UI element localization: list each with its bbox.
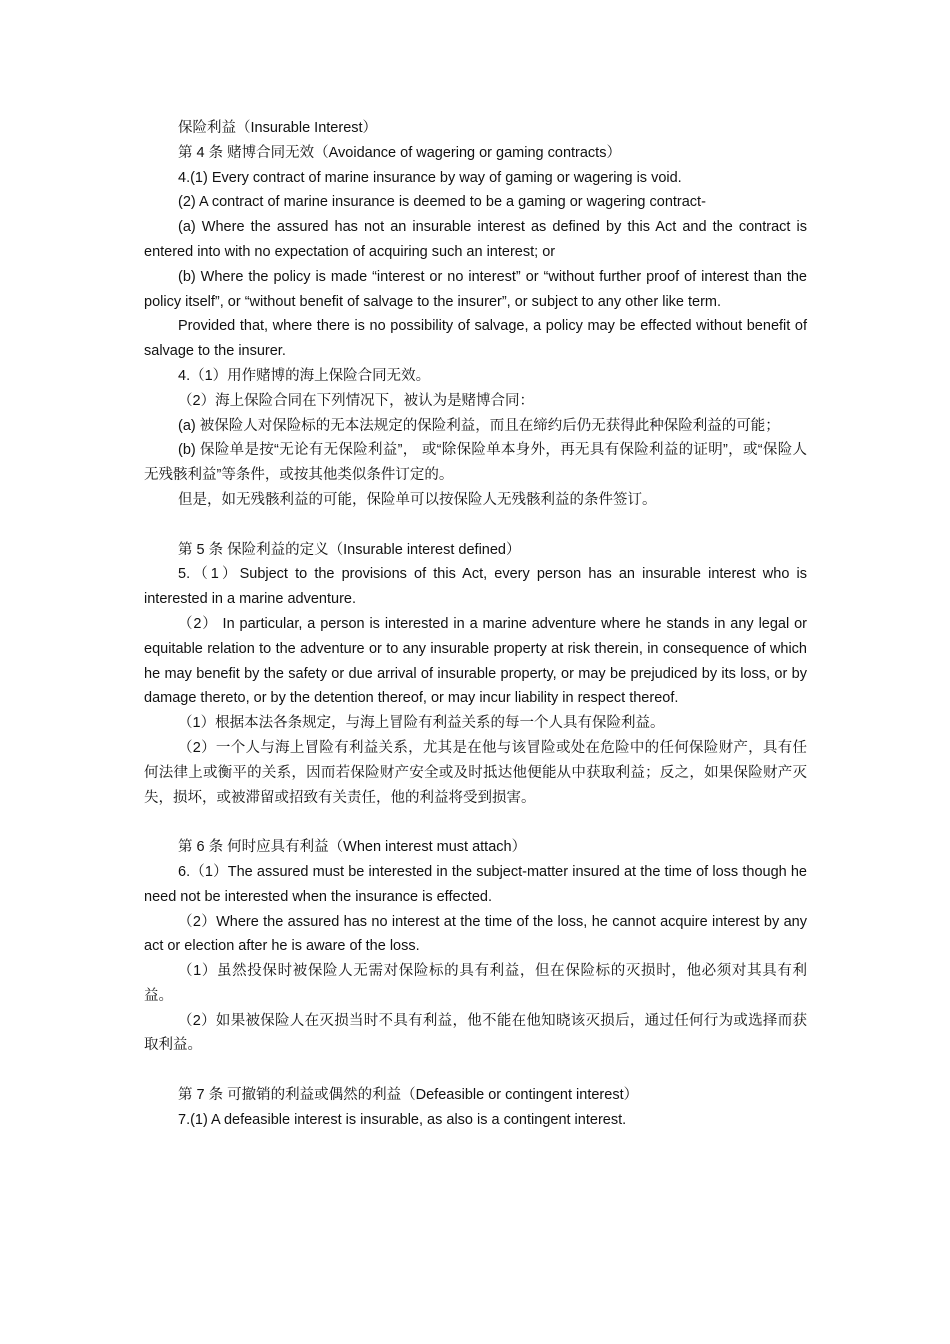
article-7-heading: 第 7 条 可撤销的利益或偶然的利益（Defeasible or contingent interest） <box>178 1087 639 1104</box>
article-4-proviso-en: Provided that, where there is no possibility of salvage, a policy may be effected without benefit of salvage to the insurer. <box>144 318 807 360</box>
article-4-heading: 第 4 条 赌博合同无效（Avoidance of wagering or gaming contracts） <box>178 144 621 161</box>
article-5-clause-1-en: 5.（1）Subject to the provisions of this Act, every person has an insurable interest who is interested in a marine adventure. <box>144 566 807 608</box>
article-5-clause-2-zh: （2）一个人与海上冒险有利益关系，尤其是在他与该冒险或处在危险中的任何保险财产，具有任何法律上或衡平的关系，因而若保险财产安全或及时抵达他便能从中获取利益；反之，如果保险财产灭失，损坏，或被滞留或招致有关责任，他的利益将受到损害。 <box>144 739 807 806</box>
article-4-clause-2b-zh: (b) 保险单是按“无论有无保险利益”， 或“除保险单本身外，再无具有保险利益的证明”，或“保险人无残骸利益”等条件，或按其他类似条件订定的。 <box>144 442 807 484</box>
article-4-clause-2a-en: (a) Where the assured has not an insurable interest as defined by this Act and the contract is entered into with no expectation of acquiring such an interest; or <box>144 219 807 260</box>
article-5-heading: 第 5 条 保险利益的定义（Insurable interest defined） <box>178 541 521 558</box>
article-5-clause-2-en: （2） In particular, a person is interested in a marine adventure where he stands in any legal or equitable relation to the adventure or to any insurable property at risk therein, in consequence of which he may benefit by the safety or due arrival of insurable property, or may be prejudiced by its loss, or by damage thereto, or by the detention thereof, or may incur liability in respect thereof. <box>144 615 807 707</box>
section-heading-insurable-interest: 保险利益（Insurable Interest） <box>178 120 378 136</box>
article-4-clause-1-zh: 4.（1）用作赌博的海上保险合同无效。 <box>178 367 431 384</box>
article-4-clause-2b-en: (b) Where the policy is made “interest or no interest” or “without further proof of interest than the policy itself”, or “without benefit of salvage to the insurer”, or subject to any other like term. <box>144 268 807 310</box>
article-6-clause-2-en: （2）Where the assured has no interest at the time of the loss, he cannot acquire interest by any act or election after he is aware of the loss. <box>144 913 807 955</box>
article-4-proviso-zh: 但是，如无残骸利益的可能，保险单可以按保险人无残骸利益的条件签订。 <box>178 491 657 508</box>
article-6-clause-1-zh: （1）虽然投保时被保险人无需对保险标的具有利益，但在保险标的灭损时，他必须对其具有利益。 <box>144 963 807 1004</box>
article-4-clause-2a-zh: (a) 被保险人对保险标的无本法规定的保险利益，而且在缔约后仍无获得此种保险利益的可能； <box>178 417 780 434</box>
document-page <box>144 116 807 1133</box>
article-6-heading: 第 6 条 何时应具有利益（When interest must attach） <box>178 839 527 856</box>
article-4-clause-1-en: 4.(1) Every contract of marine insurance by way of gaming or wagering is void. <box>178 169 682 186</box>
article-4-clause-2-zh: （2）海上保险合同在下列情况下，被认为是赌博合同： <box>178 392 535 409</box>
article-7-clause-1-en: 7.(1) A defeasible interest is insurable, as also is a contingent interest. <box>178 1111 627 1128</box>
article-4-clause-2-en: (2) A contract of marine insurance is deemed to be a gaming or wagering contract- <box>178 194 706 211</box>
article-6-clause-1-en: 6.（1）The assured must be interested in the subject-matter insured at the time of loss though he need not be interested when the insurance is effected. <box>144 863 807 905</box>
article-5-clause-1-zh: （1）根据本法各条规定，与海上冒险有利益关系的每一个人具有保险利益。 <box>178 715 665 732</box>
blank-line <box>144 810 807 835</box>
article-6-clause-2-zh: （2）如果被保险人在灭损当时不具有利益，他不能在他知晓该灭损后，通过任何行为或选择而获取利益。 <box>144 1012 807 1054</box>
blank-line <box>144 1058 807 1083</box>
blank-line <box>144 513 807 538</box>
